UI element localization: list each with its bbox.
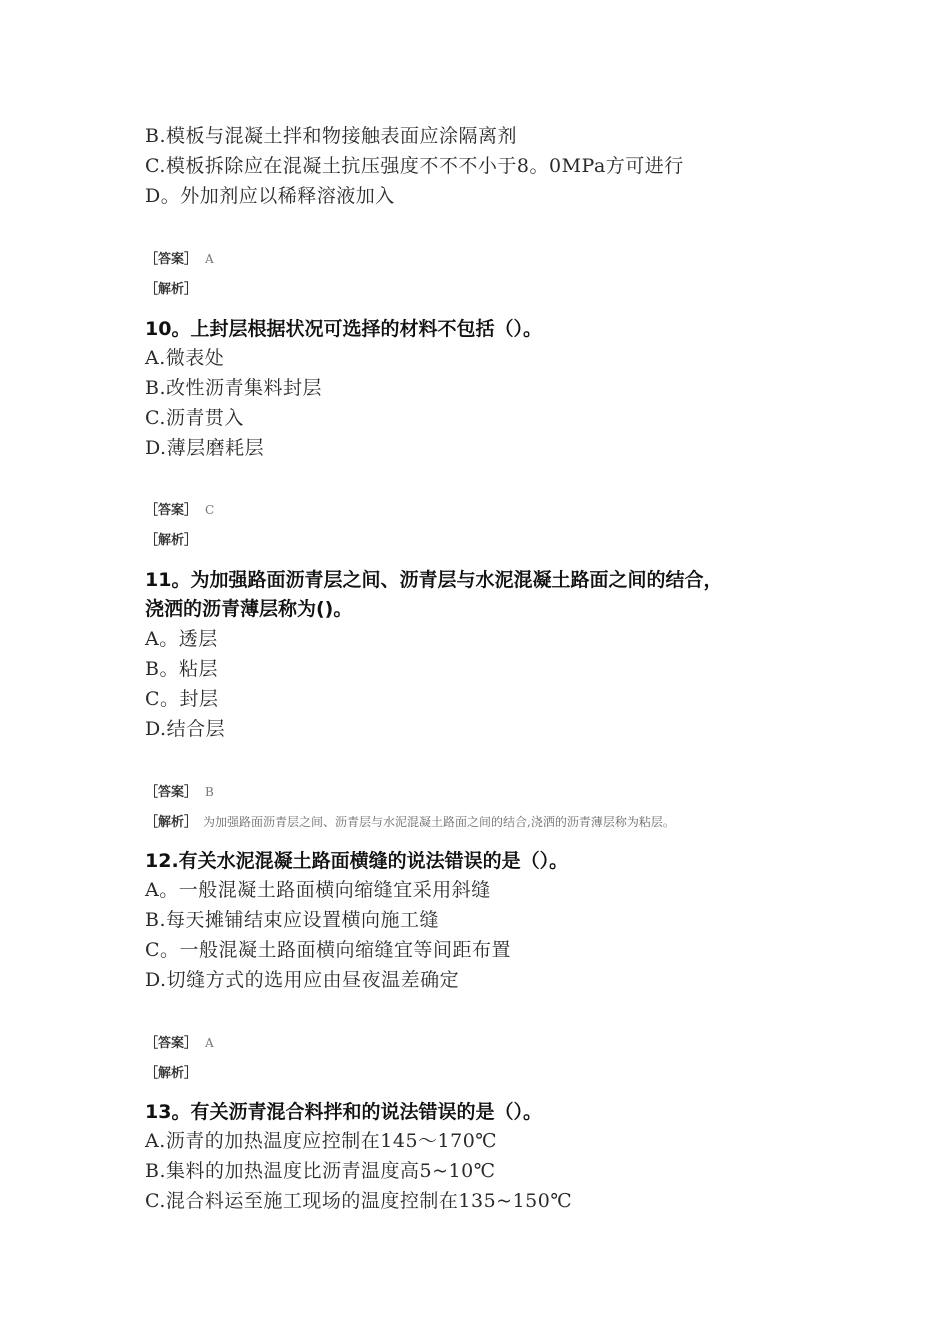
q10-option-c: C.沥青贯入 <box>145 407 244 429</box>
q10-option-a: A.微表处 <box>145 347 225 369</box>
answer-label: ［答案］ <box>145 1036 198 1051</box>
q12-option-c: C。一般混凝土路面横向缩缝宜等间距布置 <box>145 939 512 961</box>
q11-analysis-text: 为加强路面沥青层之间、沥青层与水泥混凝土路面之间的结合,浇洒的沥青薄层称为粘层。 <box>203 815 675 829</box>
q12-answer-value: A <box>205 1036 214 1050</box>
q11-option-b: B。粘层 <box>145 658 218 680</box>
answer-label: ［答案］ <box>145 503 198 518</box>
q12-option-b: B.每天摊铺结束应设置横向施工缝 <box>145 909 440 931</box>
answer-label: ［答案］ <box>145 252 198 267</box>
q12-answer-row <box>145 1032 214 1051</box>
q12-question: 12.有关水泥混凝土路面横缝的说法错误的是（）。 <box>145 850 569 872</box>
analysis-label: ［解析］ <box>145 282 198 297</box>
q12-analysis-row <box>145 1062 197 1081</box>
q11-option-c: C。封层 <box>145 688 219 710</box>
q9-analysis-row <box>145 278 197 297</box>
q11-answer-value: B <box>205 785 214 799</box>
q10-answer-row <box>145 499 214 518</box>
q10-answer-value: C <box>205 503 215 517</box>
q9-option-c: C.模板拆除应在混凝土抗压强度不不不小于8。0MPa方可进行 <box>145 155 684 177</box>
q13-option-a: A.沥青的加热温度应控制在145～170℃ <box>145 1130 498 1152</box>
q10-option-b: B.改性沥青集料封层 <box>145 377 323 399</box>
q9-answer-value: A <box>205 252 214 266</box>
q11-question-line1: 11。为加强路面沥青层之间、沥青层与水泥混凝土路面之间的结合， <box>145 569 723 591</box>
q13-question: 13。有关沥青混合料拌和的说法错误的是（）。 <box>145 1101 542 1123</box>
q9-option-b: B.模板与混凝土拌和物接触表面应涂隔离剂 <box>145 125 518 147</box>
q11-analysis-row <box>145 811 675 830</box>
q11-option-d: D.结合层 <box>145 718 226 740</box>
analysis-label: ［解析］ <box>145 1066 198 1081</box>
q13-option-b: B.集料的加热温度比沥青温度高5~10℃ <box>145 1160 496 1182</box>
q10-question: 10。上封层根据状况可选择的材料不包括（）。 <box>145 318 542 340</box>
answer-label: ［答案］ <box>145 785 198 800</box>
q11-option-a: A。透层 <box>145 628 218 650</box>
q13-option-c: C.混合料运至施工现场的温度控制在135~150℃ <box>145 1190 573 1212</box>
q11-answer-row <box>145 781 214 800</box>
analysis-label: ［解析］ <box>145 533 198 548</box>
q10-analysis-row <box>145 529 197 548</box>
q12-option-a: A。一般混凝土路面横向缩缝宜采用斜缝 <box>145 879 491 901</box>
analysis-label: ［解析］ <box>145 815 198 830</box>
q9-answer-row <box>145 248 214 267</box>
q12-option-d: D.切缝方式的选用应由昼夜温差确定 <box>145 969 460 991</box>
q9-option-d: D。外加剂应以稀释溶液加入 <box>145 185 395 207</box>
q11-question-line2: 浇洒的沥青薄层称为()。 <box>145 598 353 620</box>
q10-option-d: D.薄层磨耗层 <box>145 437 265 459</box>
